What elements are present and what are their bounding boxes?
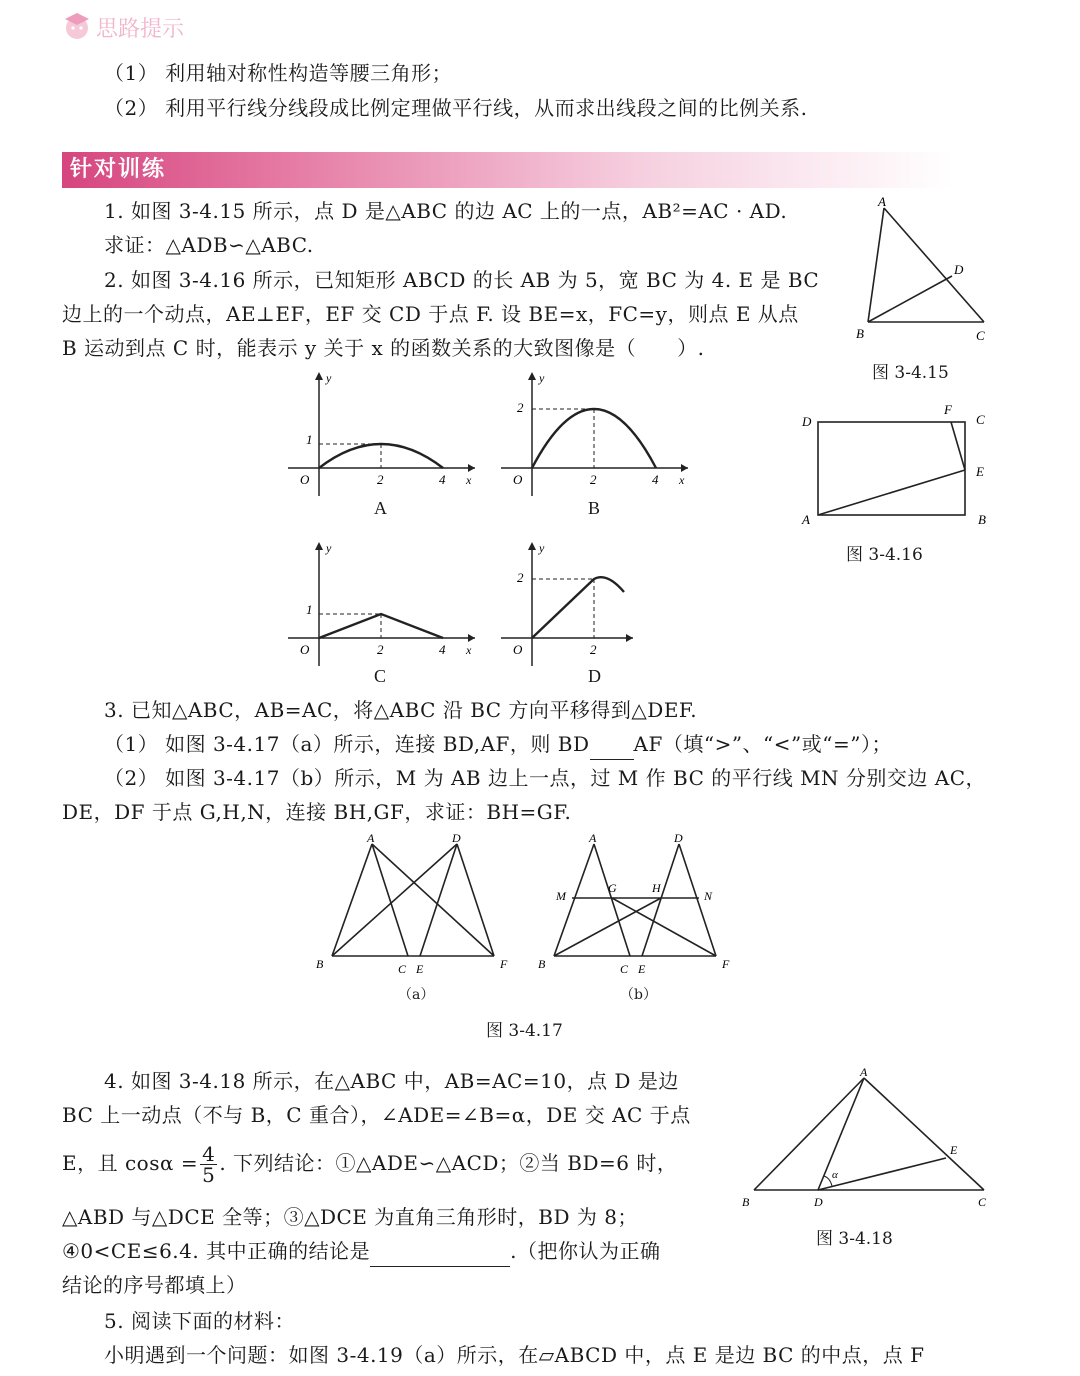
figure-caption-3-4-17: 图 3-4.17 [486,1021,563,1041]
figure-3-4-17b [534,830,744,980]
figure-caption-3-4-17b: （b） [620,987,657,1003]
svg-text:D: D [802,414,812,429]
svg-text:A: A [802,512,810,527]
svg-text:F: F [944,402,952,417]
svg-text:2: 2 [377,472,384,487]
svg-text:A: A [860,1065,868,1079]
problem-1-line-2: 求证：△ADB∽△ABC. [104,233,314,257]
svg-text:F: F [500,957,508,971]
answer-blank-3[interactable] [590,729,634,760]
figure-caption-3-4-15: 图 3-4.15 [872,363,949,383]
svg-text:M: M [556,889,566,903]
problem-3-line-3: （2） 如图 3-4.17（b）所示，M 为 AB 边上一点，过 M 作 BC 的平行线 MN 分别交边 AC， [104,766,987,790]
problem-5-line-2: 小明遇到一个问题：如图 3-4.19（a）所示，在▱ABCD 中，点 E 是边 BC 的中点，点 F [104,1343,925,1367]
svg-text:N: N [704,889,713,903]
svg-text:B: B [978,512,986,527]
problem-4-line-4: △ABD 与△DCE 全等；③△DCE 为直角三角形时，BD 为 8； [62,1205,638,1229]
problem-2-line-2: 边上的一个动点，AE⊥EF，EF 交 CD 于点 F. 设 BE=x，FC=y，则点 E 从点 [62,302,799,326]
svg-text:O: O [513,472,523,487]
svg-text:O: O [300,642,310,657]
graph-label-b: B [588,498,601,518]
hint-icon [62,10,92,44]
svg-text:y: y [326,371,332,385]
svg-text:1: 1 [306,432,313,447]
svg-text:2: 2 [517,570,524,585]
svg-text:C: C [976,412,985,427]
svg-text:4: 4 [652,472,659,487]
problem-3-line-1: 3. 已知△ABC，AB=AC，将△ABC 沿 BC 方向平移得到△DEF. [104,698,698,722]
svg-text:y: y [539,541,545,555]
svg-text:y: y [539,371,545,385]
hint-line-1: （1） 利用轴对称性构造等腰三角形； [104,61,453,85]
figure-3-4-16 [796,400,996,530]
figure-caption-3-4-18: 图 3-4.18 [816,1229,893,1249]
problem-4-line-3-end: . 下列结论：①△ADE∽△ACD；②当 BD=6 时， [219,1151,678,1175]
graph-label-a: A [374,498,387,518]
svg-text:4: 4 [439,642,446,657]
svg-text:E: E [950,1143,958,1157]
svg-text:2: 2 [590,472,597,487]
svg-text:O: O [300,472,310,487]
problem-3-line-4: DE，DF 于点 G,H,N，连接 BH,GF，求证：BH=GF. [62,800,572,824]
svg-text:B: B [742,1195,750,1209]
problem-4-line-1: 4. 如图 3-4.18 所示，在△ABC 中，AB=AC=10，点 D 是边 [104,1069,679,1093]
svg-text:A: A [589,831,597,845]
svg-text:2: 2 [517,400,524,415]
svg-text:x: x [466,473,472,487]
graph-option-d [493,538,693,668]
fraction-numerator: 4 [202,1142,216,1166]
fraction-cos-alpha [200,1144,217,1185]
figure-3-4-15 [850,196,1000,356]
section-bar [62,152,952,188]
svg-text:A: A [878,196,886,209]
problem-3-line-2 [104,729,892,760]
problem-2-line-3: B 运动到点 C 时，能表示 y 关于 x 的函数关系的大致图像是（ ）. [62,336,705,360]
svg-text:D: D [954,262,964,277]
problem-4-line-5-end: .（把你认为正确 [510,1239,661,1263]
figure-caption-3-4-16: 图 3-4.16 [846,545,923,565]
svg-text:E: E [976,464,984,479]
problem-2-line-1: 2. 如图 3-4.16 所示，已知矩形 ABCD 的长 AB 为 5，宽 BC 为 4. E 是 BC [104,268,820,292]
svg-text:B: B [856,326,864,341]
problem-4-line-6: 结论的序号都填上） [62,1273,247,1297]
problem-1-line-1: 1. 如图 3-4.15 所示，点 D 是△ABC 的边 AC 上的一点，AB²=AC · AD. [104,199,788,223]
problem-4-line-5-start: ④0<CE≤6.4. 其中正确的结论是 [62,1239,371,1263]
graph-label-c: C [374,666,387,686]
svg-text:B: B [316,957,324,971]
svg-text:1: 1 [306,602,313,617]
problem-4-line-2: BC 上一动点（不与 B，C 重合），∠ADE=∠B=α，DE 交 AC 于点 [62,1103,691,1127]
svg-text:D: D [814,1195,823,1209]
svg-text:D: D [674,831,683,845]
problem-4-line-5 [62,1236,660,1267]
problem-3-line-2-start: （1） 如图 3-4.17（a）所示，连接 BD,AF，则 BD [104,732,590,756]
graph-option-c [280,538,480,668]
graph-option-b [493,368,693,498]
svg-text:H: H [652,881,661,895]
svg-text:E: E [416,962,424,976]
svg-text:O: O [513,642,523,657]
problem-5-line-1: 5. 阅读下面的材料： [104,1309,295,1333]
hint-line-2: （2） 利用平行线分线段成比例定理做平行线，从而求出线段之间的比例关系. [104,96,808,120]
svg-text:y: y [326,541,332,555]
problem-3-line-2-end: AF（填“>”、“<”或“=”）； [633,732,892,756]
svg-text:2: 2 [590,642,597,657]
figure-3-4-18 [736,1064,996,1214]
svg-text:B: B [538,957,546,971]
graph-label-d: D [588,666,601,686]
svg-text:C: C [398,962,407,976]
svg-text:C: C [978,1195,987,1209]
svg-text:C: C [976,328,985,343]
problem-4-line-3 [62,1138,677,1188]
fraction-denominator: 5 [202,1163,216,1187]
graph-option-a [280,368,480,498]
figure-3-4-17a [312,830,522,980]
svg-text:4: 4 [439,472,446,487]
answer-blank-4[interactable] [370,1236,510,1267]
hint-label: 思路提示 [96,17,185,42]
svg-text:C: C [620,962,629,976]
svg-text:2: 2 [377,642,384,657]
svg-text:x: x [679,473,685,487]
svg-text:D: D [452,831,461,845]
section-title: 针对训练 [70,157,167,182]
svg-text:x: x [466,643,472,657]
svg-text:E: E [638,962,646,976]
svg-text:F: F [722,957,730,971]
problem-4-line-3-start: E，且 cosα = [62,1151,199,1175]
svg-text:A: A [367,831,375,845]
svg-text:G: G [608,881,617,895]
svg-text:α: α [832,1169,838,1181]
figure-caption-3-4-17a: （a） [398,987,435,1003]
